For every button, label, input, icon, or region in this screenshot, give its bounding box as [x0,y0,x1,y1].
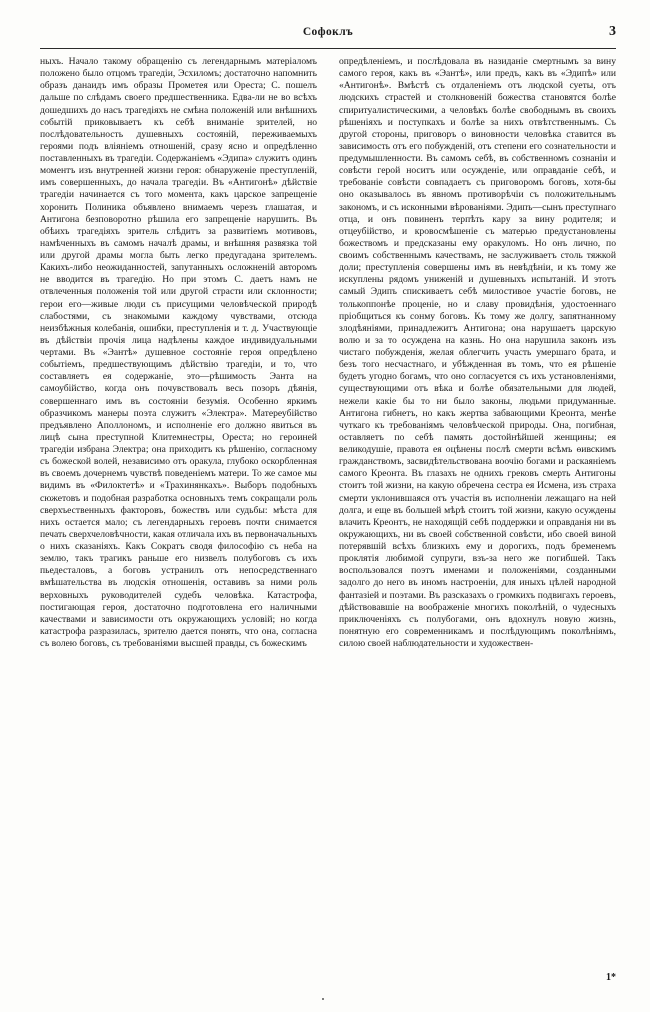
paragraph: ныхъ. Начало такому обращенію съ легендарнымъ матеріаломъ положено было отцомъ трагедіи, Эсхиломъ; достаточно напомнить образъ данаидъ имъ образы Прометея или Ореста; С. пошелъ дальше по слѣдамъ своего предшественника. Едва-ли не во всѣхъ дошедшихъ до насъ трагедіяхъ не смѣна положеній или внѣшнихъ событій приковываетъ къ себѣ вниманіе зрителей, но послѣдовательность душевныхъ состояній, переживаемыхъ героями подъ вліяніемъ отношеній, сразу ясно и опредѣленно поставленныхъ въ трагедіи. Содержаніемъ «Эдипа» служитъ одинъ моментъ изъ внутренней жизни героя: обнаруженіе преступленій, имъ совершенныхъ, до начала трагедіи. Въ «Антигонѣ» дѣйствіе трагедіи начинается съ того момента, какъ царское запрещеніе хоронить Полиника объявлено внимаемъ черезъ глашатая, и Антигона безповоротно рѣшила его запрещеніе нарушить. Въ обѣихъ трагедіяхъ зритель слѣдитъ за развитіемъ мотивовъ, намѣченныхъ въ самомъ началѣ драмы, и внѣшняя развязка той или другой драмы могла быть легко предугадана зрителемъ. Какихъ-либо неожиданностей, запутанныхъ осложненій авторомъ не вводится въ трагедію. Но при этомъ С. даетъ намъ не отвлеченныя положенія той или другой страсти или склонности; герои его—живые люди съ присущими человѣческой природѣ слабостями, съ знакомыми каждому чувствами, отсюда неизбѣжныя колебанія, ошибки, преступленія и т. д. Участвующіе въ дѣйствіи прочія лица надѣлены каждое индивидуальными чертами. Въ «Эантѣ» душевное состояніе героя опредѣлено событіемъ, предшествующимъ дѣйствію трагедіи, и то, что составляетъ ея содержаніе, это—рѣшимость Эанта на самоубійство, когда онъ почувствовалъ весь позоръ дѣянія, совершеннаго имъ въ состояніи безумія. Особенно яркимъ образчикомъ манеры поэта служитъ «Электра». Матереубійство предъявлено Аполлономъ, и исполненіе его должно явиться въ лицѣ сына преступной Клитемнестры, Ореста; но героиней трагедіи избрана Электра; она приходитъ къ рѣшенію, согласному съ божеской волей, независимо отъ оракула, глубоко оскорбленная въ своемъ дочернемъ чувствѣ поведеніемъ матери. То же самое мы видимъ въ «Филоктетѣ» и «Трахинянкахъ». Выборъ подобныхъ сюжетовъ и подобная разработка основныхъ темъ сокращали роль сверхъественныхъ факторовъ, божествъ или судьбы: мѣста для нихъ остается мало; съ легендарныхъ героевъ почти снимается печать сверхчеловѣчности, какая отличала ихъ въ первоначальныхъ о нихъ сказаніяхъ. Какъ Сократъ сводя философію съ неба на землю, такъ трагикъ раньше его низвелъ полубоговъ съ ихъ пьедесталовъ, а боговъ устранилъ отъ непосредственнаго вмѣшательства въ людскія отношенія, оставивъ за ними роль верховныхъ руководителей судебъ человѣка. Катастрофа, постигающая героя, достаточно подготовлена его наличными качествами и зависимости отъ окружающихъ условій; но когда катастрофа разразилась, зрителю дается понять, что она, согласна съ волею боговъ, съ требованіями высшей правды, съ божескимъ [40,56,317,649]
page-number: 3 [609,24,616,39]
page-header [40,26,616,44]
signature-mark: 1* [606,972,616,983]
running-head-title: Софоклъ [302,26,354,38]
page-speck [322,998,324,1000]
header-rule [40,48,616,49]
paragraph: опредѣленіемъ, и послѣдовала въ назиданіе смертнымъ за вину самого героя, какъ въ «Эантѣ», или предъ, какъ въ «Эдипѣ» или «Антигонѣ». Вмѣстѣ съ отдаленіемъ отъ людской суеты, отъ людскихъ страстей и столкновеній божества становятся болѣе спиритуалистическими, а человѣкъ болѣе свободнымъ въ своихъ рѣшеніяхъ и поступкахъ и болѣе за нихъ отвѣтственнымъ. Съ другой стороны, приговоръ о виновности человѣка ставится въ зависимость отъ его побужденій, отъ степени его сознательности и предумышленности. Въ самомъ себѣ, въ собственномъ сознаніи и совѣсти герой носитъ или осужденіе, или оправданіе себѣ, и требованіе совѣсти совпадаетъ съ приговоромъ боговъ, хотя-бы оно оказывалось въ явномъ противорѣчіи съ положительнымъ закономъ, и съ исконными вѣрованіями. Эдипъ—сынъ преступнаго отца, и онъ повиненъ терпѣть кару за вину родителя; и отцеубійство, и кровосмѣшеніе съ матерью предустановлены божествомъ и предсказаны ему оракуломъ. Но онъ лично, по своимъ собственнымъ качествамъ, не заслуживаетъ столь тяжкой доли; преступленія совершены имъ въ невѣдѣніи, и къ тому же искуплены рядомъ униженій и душевныхъ испытаній. И этотъ самый Эдипъ спискиваетъ себѣ милостивое участіе боговъ, не толькоппонѣе проценіе, но и славу провидѣнія, удостоеннаго пріобщиться къ сонму боговъ. Къ тому же долгу, запятнанному злодѣяніями, принадлежитъ Антигона; она нарушаетъ царскую волю и за то осуждена на казнь. Но она нарушила законъ изъ чистаго побужденія, желая облегчить участь умершаго брата, и безъ того несчастнаго, и убѣжденная въ томъ, что ея рѣшеніе будетъ угодно богамъ, что оно согласуется съ ихъ установленіями, существующими отъ вѣка и болѣе обязательными для людей, нежели какіе бы то ни было законы, людьми придуманные. Антигона гибнетъ, но какъ жертва забвающими Креонта, менѣе чуткаго къ требованіямъ человѣческой природы. Она, погибная, оставляетъ по себѣ память достойнѣйшей женщины; ея великодушіе, правота ея оцѣнены послѣ смерти всѣмъ ѳивскимъ гражданствомъ, засвидѣтельствована воочію богами и раскаяніемъ самого Креонта. Въ глазахъ не однихъ грековъ смерть Антигоны стоитъ той жизни, на какую обречена сестра ея Исмена, изъ страха смерти уклонившаяся отъ участія въ исполненіи лежащаго на ней долга, и еще въ большей мѣрѣ стоитъ той жизни, какую осуждены влачить Креонтъ, не находящій себѣ поддержки и оправданія ни въ окружающихъ, ни въ своей собственной совѣсти, ибо своей виной потерявшій всѣхъ близкихъ ему и дорогихъ, подъ бременемъ проклятія любимой супруги, взъ-за него же погибшей. Такъ воспользовался поэтъ именами и положеніями, созданными задолго до него въ иномъ настроеніи, для иныхъ цѣлей народной фантазіей и поэтами. Въ разсказахъ о громкихъ подвигахъ героевъ, дѣйствовавшіе на воображеніе многихъ поколѣній, о чудесныхъ приключеніяхъ съ полубогами, онъ вдохнулъ новую жизнь, понятную его современникамъ и послѣдующимъ поколѣніямъ, силою своей наблюдательности и художествен- [339,56,616,649]
left-column [40,56,317,966]
right-column [339,56,616,966]
text-body [40,56,616,966]
